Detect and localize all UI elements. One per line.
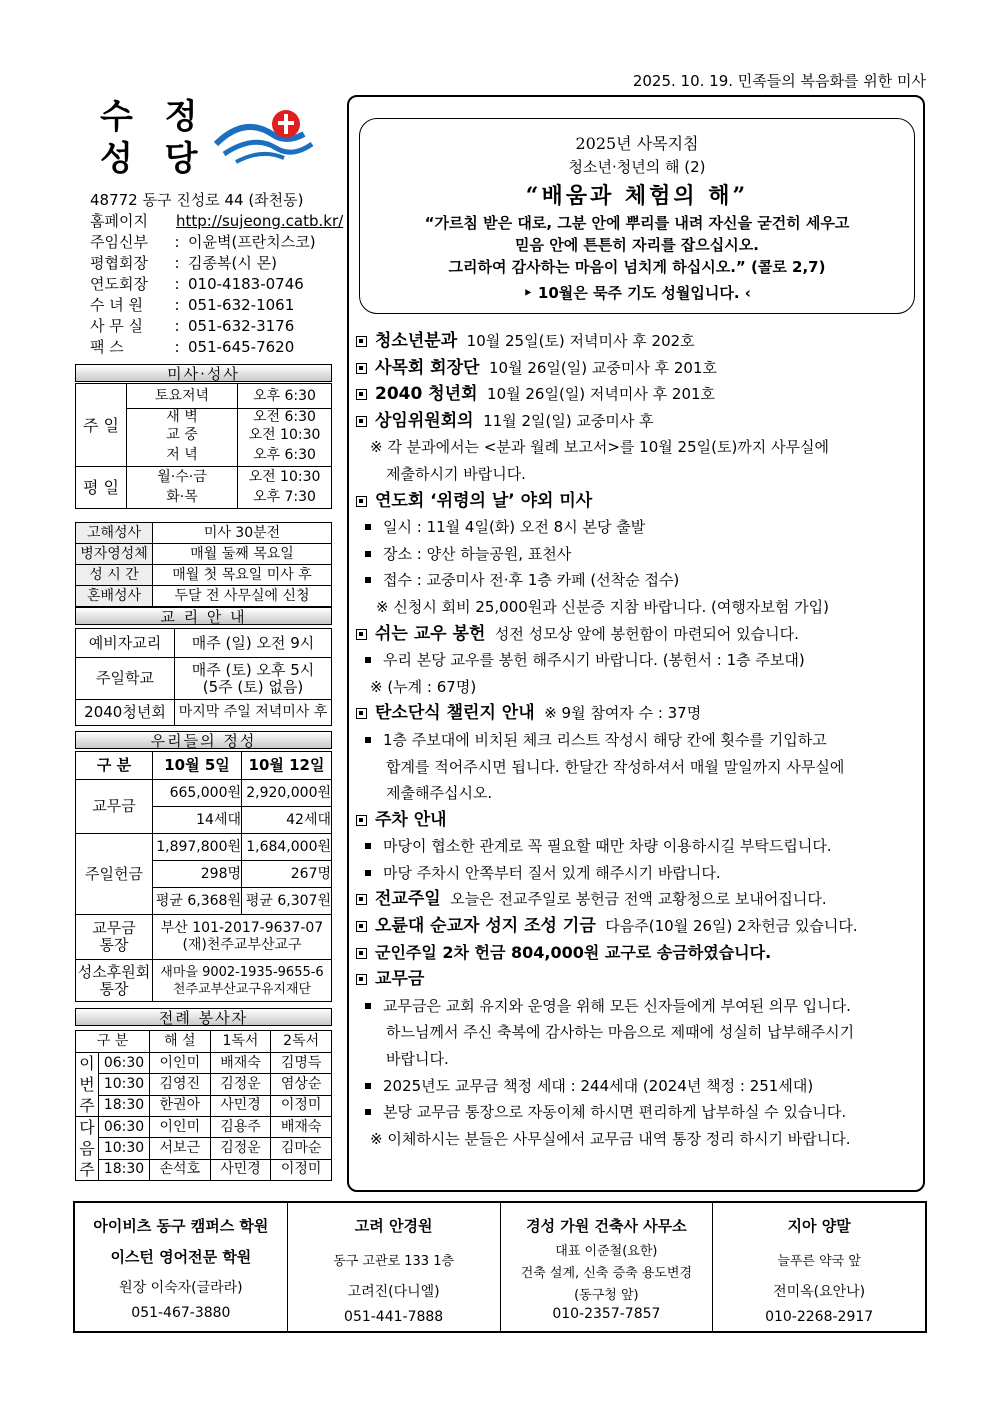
liturgy-head: 구 분 <box>76 1031 150 1053</box>
mass-name: 토요저녁 <box>127 384 238 409</box>
square-bullet-icon <box>356 336 367 347</box>
ad-owner: 대표 이준철(요한) <box>555 1244 658 1259</box>
catechism-name: 2040청년회 <box>76 700 175 726</box>
church-address: 48772 동구 진성로 44 (좌천동) <box>90 191 304 209</box>
ad-name: 이스턴 영어전문 학원 <box>110 1248 252 1266</box>
catechism-section-title: 교 리 안 내 <box>75 607 332 625</box>
liturgy-person: 손석호 <box>150 1159 211 1180</box>
liturgy-time: 18:30 <box>99 1159 150 1180</box>
bank-account: 부산 101-2017-9637-07 <box>160 920 324 936</box>
liturgy-person: 김정운 <box>210 1074 271 1095</box>
ad-academy <box>75 1203 288 1331</box>
news-note: ※ (누계 : 67명) <box>370 677 477 696</box>
liturgy-person: 김용주 <box>210 1117 271 1138</box>
liturgy-head: 2독서 <box>271 1031 332 1053</box>
next-week-label: 다 <box>79 1118 95 1137</box>
info-label: 홈페이지 <box>90 212 148 230</box>
catechism-value-note: (5주 (토) 없음) <box>202 677 304 696</box>
next-week-label: 음 <box>79 1139 95 1158</box>
ad-phone: 051-467-3880 <box>131 1305 231 1321</box>
rosary-month-note: ‣ 10월은 묵주 기도 성월입니다. ‹ <box>523 284 751 302</box>
catechism-name: 주일학교 <box>76 658 175 700</box>
offering-value: 298명 <box>153 861 242 888</box>
mass-time: 오전 10:30 <box>238 427 332 445</box>
news-text: 2025년도 교무금 책정 세대 : 244세대 (2024년 책정 : 251세대) <box>383 1076 814 1095</box>
mass-time: 오후 7:30 <box>238 488 332 509</box>
square-bullet-icon <box>356 948 367 959</box>
next-week-label: 주 <box>79 1160 95 1179</box>
news-heading: 쉬는 교우 봉헌 <box>375 623 486 644</box>
ad-phone: 051-441-7888 <box>344 1309 444 1325</box>
ad-architect <box>501 1203 714 1331</box>
church-name <box>100 96 208 180</box>
sacrament-name: 병자영성체 <box>76 544 153 565</box>
church-info: 48772 동구 진성로 44 (좌천동) 홈페이지 http://sujeong.catb.kr/ 주임신부 : 이윤벽(프란치스코) 평협회장 : 김종복(시 몬) 연도회장 : 010-4183-0746 수 녀 원 : 051-632-1061 사 무 실 : 051-632-3176 팩 스 : 051-645-7620 <box>90 191 344 356</box>
news-heading: 상임위원회의 <box>375 410 474 431</box>
offering-table <box>75 751 332 1002</box>
theme-motto: “배움과 체험의 해” <box>525 183 749 209</box>
news-text: 본당 교무금 통장으로 자동이체 하시면 편리하게 납부하실 수 있습니다. <box>383 1103 847 1122</box>
sacrament-name: 혼배성사 <box>76 586 153 607</box>
bullet-icon <box>365 870 371 876</box>
ad-owner: 전미옥(요안나) <box>773 1284 866 1300</box>
square-bullet-icon <box>356 363 367 374</box>
news-note: 제출하시기 바랍니다. <box>386 464 526 483</box>
liturgy-time: 06:30 <box>99 1053 150 1074</box>
ad-address: 늘푸른 약국 앞 <box>777 1254 861 1269</box>
news-note: ※ 각 분과에서는 <분과 월례 보고서>를 10월 25일(토)까지 사무실에 <box>370 438 829 457</box>
square-bullet-icon <box>356 708 367 719</box>
offering-value: 14세대 <box>153 807 242 834</box>
liturgy-person: 서보근 <box>150 1138 211 1159</box>
liturgy-person: 이정미 <box>271 1159 332 1180</box>
ad-phone: 010-2357-7857 <box>552 1306 661 1322</box>
info-value: 김종복(시 몬) <box>188 254 277 272</box>
news-text: 마당 주차시 안쪽부터 질서 있게 해주시기 바랍니다. <box>383 863 721 882</box>
theme-quote-line: 믿음 안에 튼튼히 자리를 잡으십시오. <box>515 236 759 254</box>
liturgy-person: 사민경 <box>210 1159 271 1180</box>
mass-name: 교 중 <box>127 427 238 445</box>
info-label: 주임신부 <box>90 233 148 251</box>
mass-time: 오후 6:30 <box>238 384 332 409</box>
news-text: 다음주(10월 26일) 2차헌금 있습니다. <box>605 917 858 936</box>
ad-name: 아이비츠 동구 캠퍼스 학원 <box>93 1217 269 1235</box>
square-bullet-icon <box>356 389 367 400</box>
sacrament-name: 고해성사 <box>76 523 153 544</box>
news-text: 우리 본당 교우를 봉헌 해주시기 바랍니다. (봉헌서 : 1층 주보대) <box>383 651 805 670</box>
mass-time: 오전 6:30 <box>238 409 332 427</box>
bullet-icon <box>365 657 371 663</box>
news-text: 10월 25일(토) 저녁미사 후 202호 <box>466 332 695 350</box>
ad-name: 지아 양말 <box>787 1217 851 1235</box>
offering-value: 42세대 <box>242 807 332 834</box>
news-text: 11월 2일(일) 교중미사 후 <box>483 411 654 430</box>
news-text: 바랍니다. <box>386 1050 449 1069</box>
news-text: ※ 9월 참여자 수 : 37명 <box>544 704 702 723</box>
date-line: 2025. 10. 19. 민족들의 복음화를 위한 미사 <box>632 72 926 90</box>
liturgy-head: 해 설 <box>150 1031 211 1053</box>
news-text: 하느님께서 주신 축복에 감사하는 마음으로 제때에 성실히 납부해주시기 <box>386 1023 855 1042</box>
liturgy-table <box>75 1030 332 1181</box>
church-name-line2: 성 당 <box>100 139 208 179</box>
news-text: 교무금은 교회 유지와 운영을 위해 모든 신자들에게 부여된 의무 입니다. <box>383 996 851 1015</box>
sacrament-value: 매월 둘째 목요일 <box>153 544 332 565</box>
square-bullet-icon <box>356 629 367 640</box>
sacrament-table <box>75 522 332 607</box>
sacrament-name: 성 시 간 <box>76 565 153 586</box>
news-text: 합계를 적어주시면 됩니다. 한달간 작성하셔서 매월 말일까지 사무실에 <box>386 757 845 776</box>
ad-name: 고려 안경원 <box>354 1217 433 1235</box>
square-bullet-icon <box>356 416 367 427</box>
mass-name: 저 녁 <box>127 445 238 467</box>
catechism-table <box>75 628 332 726</box>
news-text: 1층 주보대에 비치된 체크 리스트 작성시 해당 칸에 횟수를 기입하고 <box>383 730 827 749</box>
mass-time: 오전 10:30 <box>238 467 332 488</box>
info-value: 051-645-7620 <box>188 338 295 356</box>
offering-value: 267명 <box>242 861 332 888</box>
info-value: 051-632-1061 <box>188 296 295 314</box>
news-note: ※ 신청시 회비 25,000원과 신분증 지참 바랍니다. (여행자보험 가입) <box>376 597 829 616</box>
this-week-label: 번 <box>79 1075 95 1094</box>
liturgy-person: 이정미 <box>271 1095 332 1116</box>
offering-head: 10월 12일 <box>242 752 332 780</box>
liturgy-time: 10:30 <box>99 1074 150 1095</box>
pastoral-theme-box <box>359 118 915 314</box>
bullet-icon <box>365 1003 371 1009</box>
liturgy-time: 06:30 <box>99 1117 150 1138</box>
bank-account: 새마을 9002-1935-9655-6 <box>160 964 324 980</box>
offering-value: 2,920,000원 <box>242 780 332 807</box>
bank-label: 통장 <box>99 979 129 998</box>
bullet-icon <box>365 577 371 583</box>
liturgy-person: 김영진 <box>150 1074 211 1095</box>
info-value: 051-632-3176 <box>188 317 295 335</box>
mass-section-title: 미사·성사 <box>75 364 332 382</box>
bank-owner: (재)천주교부산교구 <box>182 937 302 953</box>
liturgy-person: 김명득 <box>271 1053 332 1074</box>
offering-value: 1,684,000원 <box>242 834 332 861</box>
bullet-icon <box>365 1083 371 1089</box>
sacrament-value: 두달 전 사무실에 신청 <box>153 586 332 607</box>
liturgy-section-title: 전례 봉사자 <box>75 1008 332 1026</box>
bullet-icon <box>365 843 371 849</box>
news-text: 10월 26일(일) 교중미사 후 201호 <box>489 358 717 377</box>
ad-socks <box>713 1203 925 1331</box>
info-label: 연도회장 <box>90 275 148 293</box>
ad-address: (동구청 앞) <box>574 1288 639 1303</box>
catechism-value: 매주 (토) 오후 5시 <box>191 660 315 679</box>
theme-quote-line: 그리하여 감사하는 마음이 넘치게 하십시오.” (콜로 2,7) <box>448 258 826 276</box>
liturgy-time: 10:30 <box>99 1138 150 1159</box>
news-heading: 오륜대 순교자 성지 조성 기금 <box>375 916 596 937</box>
info-label: 사 무 실 <box>90 317 144 335</box>
offering-value: 평균 6,368원 <box>153 888 242 915</box>
news-heading: 청소년분과 <box>375 331 458 351</box>
liturgy-person: 염상순 <box>271 1074 332 1095</box>
news-text: 성전 성모상 앞에 봉헌함이 마련되어 있습니다. <box>494 624 799 643</box>
bullet-icon <box>365 1109 371 1115</box>
news-heading: 주차 안내 <box>375 809 447 830</box>
sacrament-value: 미사 30분전 <box>153 523 332 544</box>
liturgy-person: 김마순 <box>271 1138 332 1159</box>
liturgy-person: 김정운 <box>210 1138 271 1159</box>
sacrament-value: 매월 첫 목요일 미사 후 <box>153 565 332 586</box>
square-bullet-icon <box>356 496 367 507</box>
weekday-label: 평 일 <box>76 467 127 509</box>
news-text: 일시 : 11월 4일(화) 오전 8시 본당 출발 <box>383 518 646 537</box>
sunday-offering-label: 주일헌금 <box>76 834 153 915</box>
sponsor-ads <box>73 1201 927 1333</box>
bank-label: 성소후원회 <box>77 962 151 981</box>
info-value: 이윤벽(프란치스코) <box>188 233 316 251</box>
theme-title: 2025년 사목지침 <box>575 134 699 153</box>
liturgy-time: 18:30 <box>99 1095 150 1116</box>
ad-address: 동구 고관로 133 1층 <box>333 1254 455 1269</box>
offering-head: 10월 5일 <box>153 752 242 780</box>
news-heading: 전교주일 <box>375 889 441 910</box>
info-label: 수 녀 원 <box>90 296 144 314</box>
liturgy-head: 1독서 <box>210 1031 271 1053</box>
ad-name: 경성 가원 건축사 사무소 <box>526 1217 687 1235</box>
news-note: ※ 이체하시는 분들은 사무실에서 교무금 내역 통장 정리 하시기 바랍니다. <box>370 1129 851 1148</box>
offering-value: 665,000원 <box>153 780 242 807</box>
ad-owner: 고려진(다니엘) <box>347 1284 440 1300</box>
catechism-name: 예비자교리 <box>76 629 175 658</box>
catechism-value: 마지막 주일 저녁미사 후 <box>175 700 332 726</box>
ad-services: 건축 설계, 신축 증축 용도변경 <box>520 1266 693 1281</box>
news-heading: 2040 청년회 <box>375 384 478 405</box>
news-text: 오늘은 전교주일로 봉헌금 전액 교황청으로 보내어집니다. <box>450 890 827 909</box>
offering-head: 구 분 <box>76 752 153 780</box>
mass-name: 월·수·금 <box>127 467 238 488</box>
bank-owner: 천주교부산교구유지재단 <box>172 981 312 997</box>
news-heading: 연도회 ‘위령의 날’ 야외 미사 <box>375 490 593 511</box>
square-bullet-icon <box>356 921 367 932</box>
news-text: 제출해주십시오. <box>386 784 493 803</box>
offering-value: 평균 6,307원 <box>242 888 332 915</box>
bank-label: 교무금 <box>92 919 136 937</box>
news-text: 접수 : 교중미사 전·후 1층 카페 (선착순 접수) <box>383 571 680 590</box>
bullet-icon <box>365 524 371 530</box>
news-heading: 군인주일 2차 헌금 804,000원 교구로 송금하였습니다. <box>375 942 772 962</box>
liturgy-person: 한권아 <box>150 1095 211 1116</box>
liturgy-person: 배재숙 <box>271 1117 332 1138</box>
info-label: 평협회장 <box>90 254 148 272</box>
news-text: 10월 26일(일) 저녁미사 후 201호 <box>487 385 716 404</box>
liturgy-person: 이인미 <box>150 1053 211 1074</box>
theme-subtitle: 청소년·청년의 해 (2) <box>568 158 706 176</box>
mass-name: 새 벽 <box>127 409 238 427</box>
mass-time: 오후 6:30 <box>238 445 332 467</box>
ad-owner: 원장 이숙자(글라라) <box>119 1280 243 1296</box>
dues-label: 교무금 <box>76 780 153 834</box>
news-text: 장소 : 양산 하늘공원, 표천사 <box>383 544 572 563</box>
square-bullet-icon <box>356 894 367 905</box>
news-heading: 사목회 회장단 <box>375 357 480 378</box>
ad-optician <box>288 1203 501 1331</box>
info-label: 팩 스 <box>90 338 124 356</box>
bank-label: 통장 <box>99 936 129 954</box>
mass-name: 화·목 <box>127 488 238 509</box>
news-heading: 탄소단식 챌린지 안내 <box>375 703 535 724</box>
bullet-icon <box>365 737 371 743</box>
bullet-icon <box>365 551 371 557</box>
square-bullet-icon <box>356 815 367 826</box>
offering-section-title: 우리들의 정성 <box>75 731 332 749</box>
info-value: 010-4183-0746 <box>188 275 304 293</box>
theme-quote-line: “가르침 받은 대로, 그분 안에 뿌리를 내려 자신을 굳건히 세우고 <box>424 214 850 232</box>
liturgy-person: 사민경 <box>210 1095 271 1116</box>
theme-quote <box>360 212 914 278</box>
homepage-link[interactable]: http://sujeong.catb.kr/ <box>176 212 344 230</box>
news-list <box>356 328 922 1152</box>
ad-phone: 010-2268-2917 <box>765 1309 874 1325</box>
liturgy-person: 배재숙 <box>210 1053 271 1074</box>
catechism-value: 매주 (일) 오전 9시 <box>175 629 332 658</box>
church-name-line1: 수 정 <box>100 97 208 137</box>
news-heading: 교무금 <box>375 969 425 990</box>
mass-table <box>75 383 332 509</box>
square-bullet-icon <box>356 974 367 985</box>
church-logo-icon <box>214 104 318 164</box>
sunday-label: 주 일 <box>76 384 127 467</box>
news-text: 마당이 협소한 관계로 꼭 필요할 때만 차량 이용하시길 부탁드립니다. <box>383 837 832 856</box>
offering-value: 1,897,800원 <box>153 834 242 861</box>
this-week-label: 주 <box>79 1096 95 1115</box>
liturgy-person: 이인미 <box>150 1117 211 1138</box>
this-week-label: 이 <box>79 1054 95 1073</box>
